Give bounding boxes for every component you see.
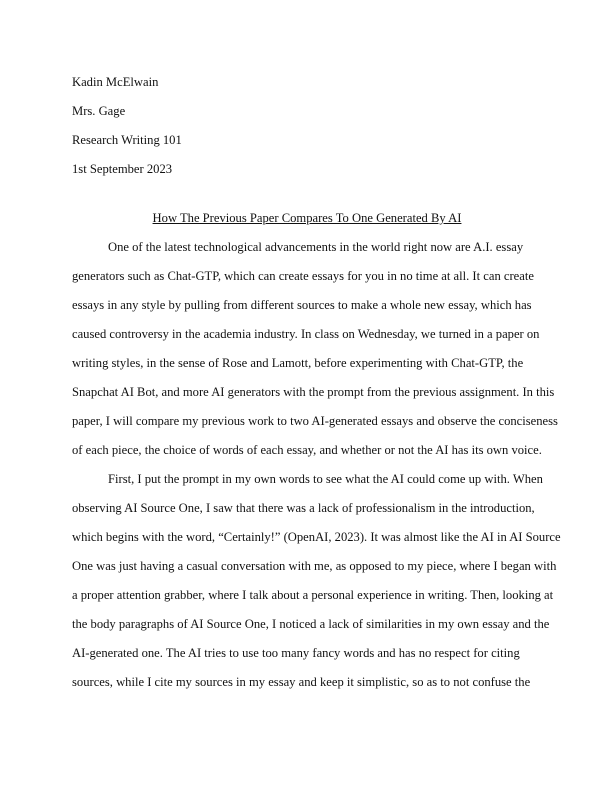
paragraph-line: writing styles, in the sense of Rose and Lamott, before experimenting with Chat-GTP, the xyxy=(72,356,524,370)
paragraph-line: First, I put the prompt in my own words to see what the AI could come up with. When xyxy=(108,472,543,486)
paragraph-line: One of the latest technological advancements in the world right now are A.I. essay xyxy=(108,240,524,254)
paragraph-line: sources, while I cite my sources in my essay and keep it simplistic, so as to not confuse the xyxy=(72,675,531,689)
paragraph xyxy=(72,233,558,465)
paragraph-line: a proper attention grabber, where I talk about a personal experience in writing. Then, looking at xyxy=(72,588,554,602)
paragraph-line: generators such as Chat-GTP, which can create essays for you in no time at all. It can create xyxy=(72,269,534,283)
paragraph-line: Snapchat AI Bot, and more AI generators with the prompt from the previous assignment. In this xyxy=(72,385,555,399)
paragraph xyxy=(72,465,561,697)
date-line: 1st September 2023 xyxy=(72,162,173,176)
paragraph-line: which begins with the word, “Certainly!” (OpenAI, 2023). It was almost like the AI in AI Source xyxy=(72,530,561,544)
paragraph-line: paper, I will compare my previous work to two AI-generated essays and observe the conciseness xyxy=(72,414,558,428)
paragraph-line: One was just having a casual conversation with me, as opposed to my piece, where I began with xyxy=(72,559,557,573)
paragraph-line: caused controversy in the academia industry. In class on Wednesday, we turned in a paper on xyxy=(72,327,540,341)
essay-body xyxy=(72,233,561,697)
paragraph-line: of each piece, the choice of words of each essay, and whether or not the AI has its own voice. xyxy=(72,443,542,457)
essay-title: How The Previous Paper Compares To One Generated By AI xyxy=(152,211,462,225)
paragraph-line: AI-generated one. The AI tries to use too many fancy words and has no respect for citing xyxy=(72,646,520,660)
paragraph-line: the body paragraphs of AI Source One, I noticed a lack of similarities in my own essay and the xyxy=(72,617,550,631)
paragraph-line: observing AI Source One, I saw that there was a lack of professionalism in the introduction, xyxy=(72,501,535,515)
mla-header xyxy=(72,68,542,184)
course-name: Research Writing 101 xyxy=(72,133,182,147)
instructor-name: Mrs. Gage xyxy=(72,104,126,118)
paragraph-line: essays in any style by pulling from different sources to make a whole new essay, which has xyxy=(72,298,532,312)
author-name: Kadin McElwain xyxy=(72,75,159,89)
